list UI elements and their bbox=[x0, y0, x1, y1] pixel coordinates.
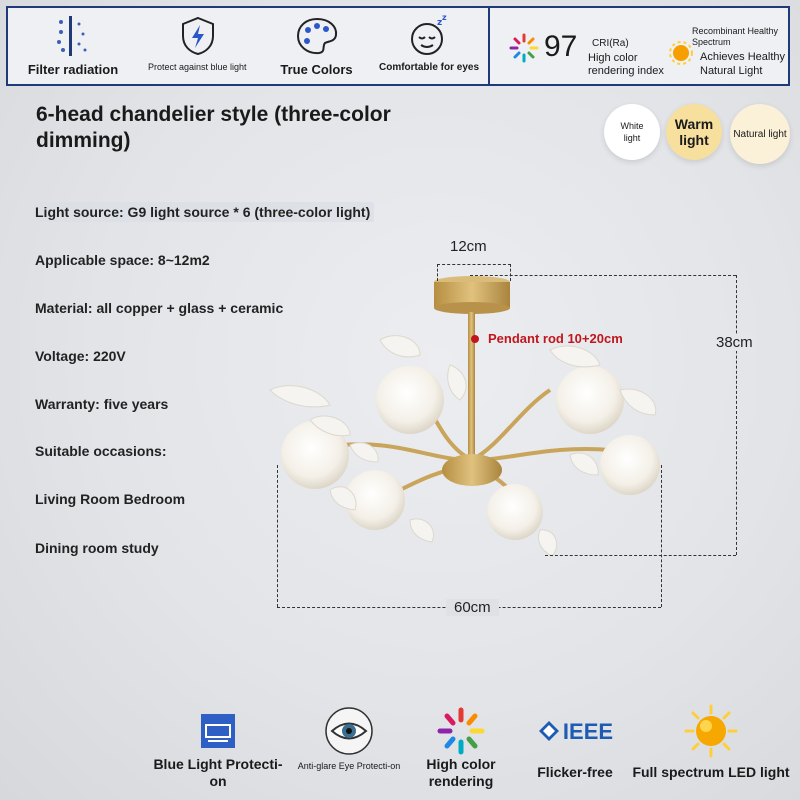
feature-label: Protect against blue light bbox=[148, 62, 247, 72]
cri-description: High color rendering index bbox=[588, 52, 664, 77]
bottom-feature-anti-glare bbox=[292, 706, 406, 773]
width-left-line bbox=[277, 465, 278, 607]
light-mode-label: Natural light bbox=[733, 128, 787, 140]
svg-text:z: z bbox=[442, 14, 447, 22]
spec-voltage: Voltage: 220V bbox=[35, 348, 126, 364]
color-burst-icon bbox=[508, 32, 540, 64]
eye-icon bbox=[292, 706, 406, 756]
spec-material: Material: all copper + glass + ceramic bbox=[35, 300, 284, 316]
bottom-feature-label: Flicker-free bbox=[537, 764, 613, 780]
white-light-badge bbox=[604, 104, 660, 160]
feature-label: Comfortable for eyes bbox=[378, 62, 480, 73]
feature-filter-radiation bbox=[18, 14, 128, 77]
feature-label: True Colors bbox=[280, 62, 353, 77]
light-mode-label: Warm light bbox=[674, 116, 714, 148]
spec-occasions-heading: Suitable occasions: bbox=[35, 443, 167, 459]
height-top-line bbox=[470, 275, 736, 276]
rod-marker-dot bbox=[471, 335, 479, 343]
banner-divider bbox=[488, 8, 490, 84]
width-right-line bbox=[661, 465, 662, 607]
cri-badge bbox=[508, 30, 664, 77]
ieee-logo-text: IEEE bbox=[562, 718, 614, 744]
bottom-feature-flicker-free bbox=[520, 706, 630, 781]
bottom-feature-color-rendering bbox=[416, 706, 506, 790]
feature-banner bbox=[6, 6, 790, 86]
bottom-feature-blue-light bbox=[148, 706, 288, 790]
spectrum-line1: Recombinant Healthy Spectrum bbox=[692, 26, 779, 47]
cri-label: CRI(Ra) bbox=[592, 38, 629, 49]
spec-applicable-space: Applicable space: 8~12m2 bbox=[35, 252, 210, 268]
blue-light-protection-icon bbox=[148, 706, 288, 756]
page-title: 6-head chandelier style (three-color dimming) bbox=[36, 103, 391, 152]
spec-occasion-1: Living Room Bedroom bbox=[35, 491, 186, 507]
canopy-dimension-label: 12cm bbox=[450, 238, 487, 255]
svg-text:z: z bbox=[437, 18, 443, 28]
spec-light-source: Light source: G9 light source * 6 (three-color light) bbox=[35, 202, 374, 222]
spectrum-line2: Achieves Healthy Natural Light bbox=[700, 51, 785, 77]
height-dimension-label: 38cm bbox=[716, 334, 753, 351]
light-mode-label: White light bbox=[620, 121, 644, 143]
chandelier-illustration bbox=[250, 270, 690, 570]
feature-label: Filter radiation bbox=[27, 62, 119, 77]
sun-icon bbox=[628, 706, 794, 756]
sun-icon bbox=[668, 40, 694, 66]
bottom-feature-label: Blue Light Protecti-on bbox=[153, 756, 283, 789]
bottom-feature-full-spectrum bbox=[628, 706, 794, 781]
palette-icon bbox=[295, 14, 339, 58]
height-bottom-line bbox=[545, 555, 736, 556]
spec-warranty: Warranty: five years bbox=[35, 396, 169, 412]
cri-value: 97 bbox=[544, 30, 578, 63]
spec-occasion-2: Dining room study bbox=[35, 540, 159, 556]
feature-blue-light bbox=[148, 14, 248, 73]
pendant-rod-label: Pendant rod 10+20cm bbox=[488, 331, 623, 346]
ieee-logo bbox=[520, 706, 630, 756]
shield-lightning-icon bbox=[176, 14, 220, 58]
bottom-feature-label: Full spectrum LED light bbox=[632, 764, 790, 780]
natural-light-badge bbox=[730, 104, 790, 164]
height-dimension-line bbox=[736, 275, 737, 555]
canopy-dimension-line bbox=[437, 264, 511, 281]
filter-radiation-icon bbox=[51, 14, 95, 58]
bottom-feature-label: Anti-glare Eye Protecti-on bbox=[297, 761, 401, 771]
warm-light-badge bbox=[666, 104, 722, 160]
width-dimension-label: 60cm bbox=[446, 599, 499, 616]
bottom-feature-label: High color rendering bbox=[426, 756, 496, 789]
color-wheel-icon bbox=[416, 706, 506, 756]
feature-true-colors bbox=[264, 14, 369, 77]
sleepy-face-icon bbox=[407, 14, 451, 58]
feature-comfortable-eyes bbox=[374, 14, 484, 73]
